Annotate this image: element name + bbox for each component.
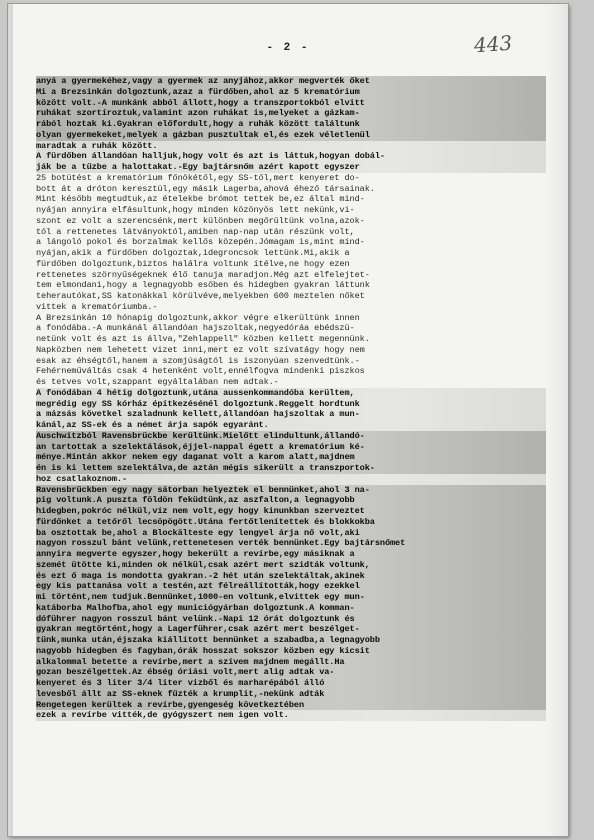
text-line: nyájan annyira elfásultunk,hogy minden közönyös lett nekünk,vi- bbox=[36, 205, 355, 215]
page-number: - 2 - bbox=[266, 42, 310, 54]
text-line: egy kis pattanása volt a testén,azt félreállították,hogy ezekkel bbox=[36, 581, 546, 592]
text-line: fürdőnket a tetőről lecsöpögött.Utána fertőtlenítettek és blokkokba bbox=[36, 517, 546, 528]
text-line: fürdőben dolgoztunk,biztos halálra voltunk ítélve,ne hogy ezen bbox=[36, 258, 350, 269]
text-line: dóführer nagyon rosszul bánt velünk.-Napi 12 órát dolgoztunk és bbox=[36, 614, 546, 625]
text-line: vittek a krematóriumba.- bbox=[36, 301, 158, 312]
text-line: hoz csatlakoznom.- bbox=[36, 474, 546, 485]
text-line: pig voltunk.A puszta földön feküdtünk,az aszfalton,a legnagyobb bbox=[36, 495, 546, 506]
text-line: teherautókat,SS katonákkal körülvéve,melyekben 600 meztelen nőket bbox=[36, 291, 365, 301]
text-line: A Brezsinkán 10 hónapig dolgoztunk,akkor végre elkerültünk innen bbox=[36, 312, 360, 323]
text-line: anyá a gyermekéhez,vagy a gyermek az anyjához,akkor megverték őket bbox=[36, 76, 546, 87]
text-line: a fonódába.-A munkánál állandóan hajszoltak,negyedóráa ebédszü- bbox=[36, 323, 355, 334]
text-line: A fürdőben állandóan halljuk,hogy volt és azt is láttuk,hogyan dobál- bbox=[36, 151, 546, 162]
text-line: tem elmondani,hogy a legnagyobb esőben és hidegben gyakran láttunk bbox=[36, 280, 370, 291]
text-line: Rengetegen kerültek a revírbe,gyengeség következtében bbox=[36, 700, 546, 711]
text-line: nagyobb hidegben és fagyban,órák hosszat sokszor közben egy kicsit bbox=[36, 646, 546, 657]
text-line: olyan gyermekeket,melyek a gázban pusztultak el,és ezek véletlenül bbox=[36, 130, 546, 141]
text-line: levesből állt az SS-eknek fűzték a krumplit,-nekünk adták bbox=[36, 689, 546, 700]
text-line: nagyon rosszul bánt velünk,rettenetesen verték bennünket.Egy bajtársnőmet bbox=[36, 538, 546, 549]
text-line: szont ez volt a szerencsénk,mert különben megőrültünk volna,azok- bbox=[36, 215, 365, 226]
text-line: Mi a Brezsinkán dolgoztunk,azaz a fürdőben,ahol az 5 krematórium bbox=[36, 87, 546, 98]
text-line: maradtak a ruhák között. bbox=[36, 141, 546, 152]
text-line: ruhákat szortíroztuk,valamint azon ruhákat is,melyeket a gázkam- bbox=[36, 108, 546, 119]
text-line: kenyeret és 3 liter 3/4 liter vizből és marharépából álló bbox=[36, 678, 546, 689]
document-page bbox=[8, 4, 568, 836]
text-line: gyakran megtörtént,hogy a Lagerführer,csak azért mert beszélget- bbox=[36, 624, 546, 635]
text-line: Napközben nem lehetett vizet inni,mert ez volt szívatágy hogy nem bbox=[36, 344, 365, 355]
handwritten-page-number: 443 bbox=[473, 30, 513, 58]
text-line: Mint később megtudtuk,az ételekbe brómot tettek be,ez által mind- bbox=[36, 194, 365, 205]
text-line: ba osztottak be,ahol a Blockälteste egy lengyel árja nő volt,aki bbox=[36, 528, 546, 539]
text-line: tól a rettenetes látványoktól,amiben nap-nap után részünk volt, bbox=[36, 226, 355, 237]
text-line: esak az éhségtől,hanem a szomjúságtól is iszonyúan szenvedtünk.- bbox=[36, 355, 360, 366]
text-line: an tartottak a szelektálások,éjjel-nappal égett a krematórium ké- bbox=[36, 442, 546, 453]
text-line: ják be a tűzbe a halottakat.-Egy bajtársnőm azért kapott egyszer bbox=[36, 162, 546, 173]
text-line: katáborba Malhofba,ahol egy municiógyárban dolgoztunk.A komman- bbox=[36, 603, 546, 614]
text-line: a mázsás követkel szaladnunk kellett,állandóan hajszoltak a mun- bbox=[36, 409, 546, 420]
text-line: szemét ütötte ki,minden ok nélkül,csak azért mert szidták voltunk, bbox=[36, 560, 546, 571]
text-line: ménye.Mintán akkor nekem egy daganat volt a karom alatt,majdnem bbox=[36, 452, 546, 463]
text-line: gozan beszélgettek.Az ébség óriási volt,mert alig adtak va- bbox=[36, 667, 546, 678]
text-line: rából hoztak ki.Gyakran előfordult,hogy a ruhák között találtunk bbox=[36, 119, 546, 130]
text-line: tünk,munka után,éjszaka kiállított bennünket a szabadba,a legnagyobb bbox=[36, 635, 546, 646]
text-line: között volt.-A munkánk abból állott,hogy a transzportokból elvitt bbox=[36, 98, 546, 109]
text-line: a lángoló pokol és borzalmak kellős közepén.Jómagam is,mint mind- bbox=[36, 237, 365, 248]
text-line: Auschwitzból Ravensbrückbe kerültünk.Mielőtt elindultunk,állandó- bbox=[36, 431, 546, 442]
text-line: és tetves volt,szappant egyáltalában nem adtak.- bbox=[36, 377, 279, 387]
text-line: bott át a dróton keresztül,egy másik Lagerba,ahová éhező társainak. bbox=[36, 183, 375, 194]
text-line: Fehérneműváltás csak 4 hetenként volt,ennélfogva mindenki piszkos bbox=[36, 366, 365, 377]
text-line: hidegben,pokróc nélkül,víz nem volt,egy hogy kinunkban szerveztet bbox=[36, 506, 546, 517]
text-line: Ravensbrückben egy nagy sátorban helyeztek el bennünket,ahol 3 na- bbox=[36, 485, 546, 496]
typed-body-text bbox=[36, 76, 546, 721]
text-line: én is ki lettem szelektálva,de aztán mégis sikerült a transzportok- bbox=[36, 463, 546, 474]
text-line: és ezt ő maga is mondotta gyakran.-2 hét után szelektáltak,akinek bbox=[36, 571, 546, 582]
text-line: megrédig egy SS kórház építkezésénél dolgoztunk.Reggelt hordtunk bbox=[36, 399, 546, 410]
scan-edge-shade bbox=[546, 4, 568, 836]
text-line: alkalommal betette a revírbe,mert a szívem majdnem megállt.Ha bbox=[36, 657, 546, 668]
text-line: kánál,az SS-ek és a német árja sapók egyaránt. bbox=[36, 420, 546, 431]
text-line: 25 botütést a krematórium főnökétől,egy SS-től,mert kenyeret do- bbox=[36, 172, 360, 183]
text-line: annyira megverte egyszer,hogy bekerült a revírbe,egy másiknak a bbox=[36, 549, 546, 560]
text-line: netünk volt és azt is állva,"Zehlappell" közben kellett megennünk. bbox=[36, 334, 370, 344]
text-line: rettenetes szörnyűségeknek élő tanuja maradjon.Még azt elfelejtet- bbox=[36, 269, 370, 280]
text-line: nyájan,akik a fürdőben dolgoztak,idegroncsok lettünk.Mi,akik a bbox=[36, 248, 350, 258]
text-line: mi történt,nem tudjuk.Bennünket,1000-en voltunk,elvittek egy mun- bbox=[36, 592, 546, 603]
text-line: ezek a revírbe vitték,de gyógyszert nem igen volt. bbox=[36, 710, 546, 721]
text-line: A fonódában 4 hétig dolgoztunk,utána aussenkommandóba kerültem, bbox=[36, 388, 546, 399]
